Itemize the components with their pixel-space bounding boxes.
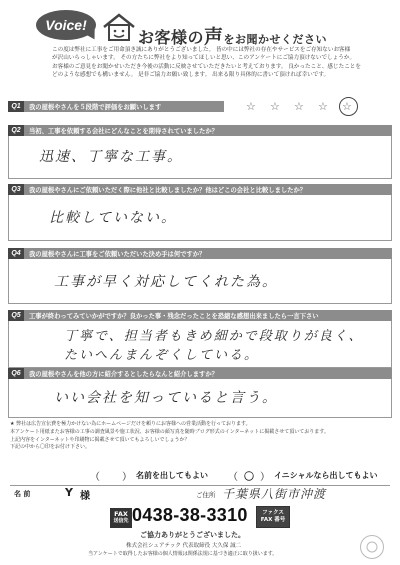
page-title xyxy=(138,22,327,49)
fax-sub-label: 送信先 xyxy=(113,518,129,524)
question-bar-q6 xyxy=(8,368,392,379)
note-line: 本アンケート用紙またお客様の工事の調査風景や施工状況、お客様の顔写真を随時ブログ形式のインターネットに掲載させて頂いております。 xyxy=(10,428,329,435)
bracket-close: ） xyxy=(260,471,270,483)
rating-selected-circle xyxy=(339,97,358,116)
intro-line: この度は弊社に工事をご用命頂き誠にありがとうございました。 皆の中には弊社の存在やサービスをご存知ないお客様 xyxy=(52,47,351,53)
rating-star-3[interactable]: ☆ xyxy=(294,100,304,113)
answer-text-line1: 丁寧で、担当者もきめ細かで段取りが良く、 xyxy=(64,329,364,344)
answer-box-q4[interactable] xyxy=(8,259,392,304)
question-text: 我の屋根やさんを他の方に紹介するとしたらなんと紹介しますか？ xyxy=(29,371,218,378)
answer-text: 迅速、丁寧な工事。 xyxy=(39,149,183,165)
note-line: 上記内容をインターネットや印刷物に掲載させて頂いてもよろしいでしょうか？ xyxy=(10,436,190,443)
note-line: 下記の中から〇印をお付け下さい。 xyxy=(10,444,91,451)
name-suffix: 様 xyxy=(80,491,90,502)
company-text: 株式会社シェアテック 代表取締役 大久保 誠二 xyxy=(126,543,242,549)
seal-mark-icon xyxy=(365,540,379,554)
question-number: Q6 xyxy=(8,368,24,379)
name-value[interactable]: Y xyxy=(65,486,73,499)
house-smile-icon xyxy=(102,12,136,42)
question-bar-q2 xyxy=(8,125,392,136)
title-part-a: お客様の xyxy=(138,28,205,47)
question-bar-q5 xyxy=(8,310,392,321)
rating-star-5[interactable]: ☆ xyxy=(342,100,352,113)
answer-text-line2: たいへんまんぞくしている。 xyxy=(64,348,260,363)
answer-box-q6[interactable] xyxy=(8,379,392,418)
option-mark: 〇 xyxy=(244,471,254,483)
answer-box-q3[interactable] xyxy=(8,195,392,241)
fax-badge-bottom: FAX 番号 xyxy=(260,517,286,523)
fax-number: 0438-38-3310 xyxy=(132,505,248,525)
address-label: ご住所 xyxy=(196,491,216,499)
question-bar-q1 xyxy=(8,101,224,112)
publication-notes xyxy=(10,421,390,452)
question-text: 当初、工事を依頼する会社にどんなことを期待されていましたか？ xyxy=(29,128,218,135)
answer-text: 工事が早く対応してくれた為。 xyxy=(54,274,278,290)
bracket-close: ） xyxy=(122,471,132,483)
question-number: Q2 xyxy=(8,125,24,136)
option-initials[interactable] xyxy=(228,467,398,483)
answer-text: いい会社を知っていると言う。 xyxy=(54,390,278,406)
intro-text xyxy=(52,46,361,79)
voice-badge-text: Voice! xyxy=(45,17,87,33)
bracket-open: （ xyxy=(228,471,238,483)
title-part-b: 声 xyxy=(204,26,224,48)
thanks-text: ご協力ありがとうございました。 xyxy=(140,531,245,539)
bracket-open: （ xyxy=(90,471,100,483)
fax-label-box xyxy=(110,508,132,528)
fax-number-badge xyxy=(256,506,290,528)
answer-text: 比較していない。 xyxy=(49,210,177,226)
note-line: ★ 弊社は広告宣伝費を極力かけない為にホームページだけを頼りにお客様への営業活動を行っております。 xyxy=(10,421,251,427)
intro-line: どのような感想でも構いません。 是非ご協力お願い致します。 出来る限り具体的に書いて頂ければ幸いです。 xyxy=(52,71,330,78)
address-value[interactable]: 千葉県八街市沖渡 xyxy=(222,487,327,501)
question-number: Q5 xyxy=(8,310,24,321)
question-text: 我の屋根やさんを５段階で評価をお願いします xyxy=(29,104,162,111)
answer-box-q2[interactable] xyxy=(8,136,392,179)
question-text: 工事が終わってみていかがですか？良かった事・残念だったことを恐縮な感想出来ましたら一言下さい xyxy=(29,313,319,320)
question-number: Q1 xyxy=(8,101,24,112)
name-address-row xyxy=(10,485,390,504)
question-bar-q4 xyxy=(8,248,392,259)
fax-badge-top: ファクス xyxy=(262,510,284,516)
rating-star-4[interactable]: ☆ xyxy=(318,100,328,113)
privacy-text: 当アンケートで取得したお客様の個人情報は関係法規に基づき適正に取り扱います。 xyxy=(88,551,278,557)
answer-box-q5[interactable] xyxy=(8,321,392,368)
intro-line: お客様のご意見をお聞かせいただき今後の活動に反映させていただきたいと考えております。 良かったこと、感じたことを xyxy=(52,63,361,70)
question-text: 我の屋根やさんにご依頼いただく際に他社と比較しましたか？他はどこの会社と比較しましたか？ xyxy=(29,187,307,194)
intro-line: が沢山いらっしゃいます。 その方たちに弊社をより知ってほしいと思い、このアンケートにご協力頂けないでしょうか。 xyxy=(52,55,356,62)
option-label: イニシャルなら出してもよい xyxy=(274,470,378,480)
question-text: 我の屋根やさんに工事をご依頼いただいた決め手は何ですか？ xyxy=(29,251,206,258)
name-label: 名 前 xyxy=(14,490,31,498)
question-bar-q3 xyxy=(8,184,392,195)
title-part-c: をお聞かせください xyxy=(223,33,328,46)
hanko-seal-icon xyxy=(360,535,384,559)
fax-label: FAX xyxy=(114,510,128,518)
rating-star-2[interactable]: ☆ xyxy=(270,100,280,113)
rating-star-1[interactable]: ☆ xyxy=(246,100,256,113)
question-number: Q3 xyxy=(8,184,24,195)
option-label: 名前を出してもよい xyxy=(136,470,208,480)
question-number: Q4 xyxy=(8,248,24,259)
